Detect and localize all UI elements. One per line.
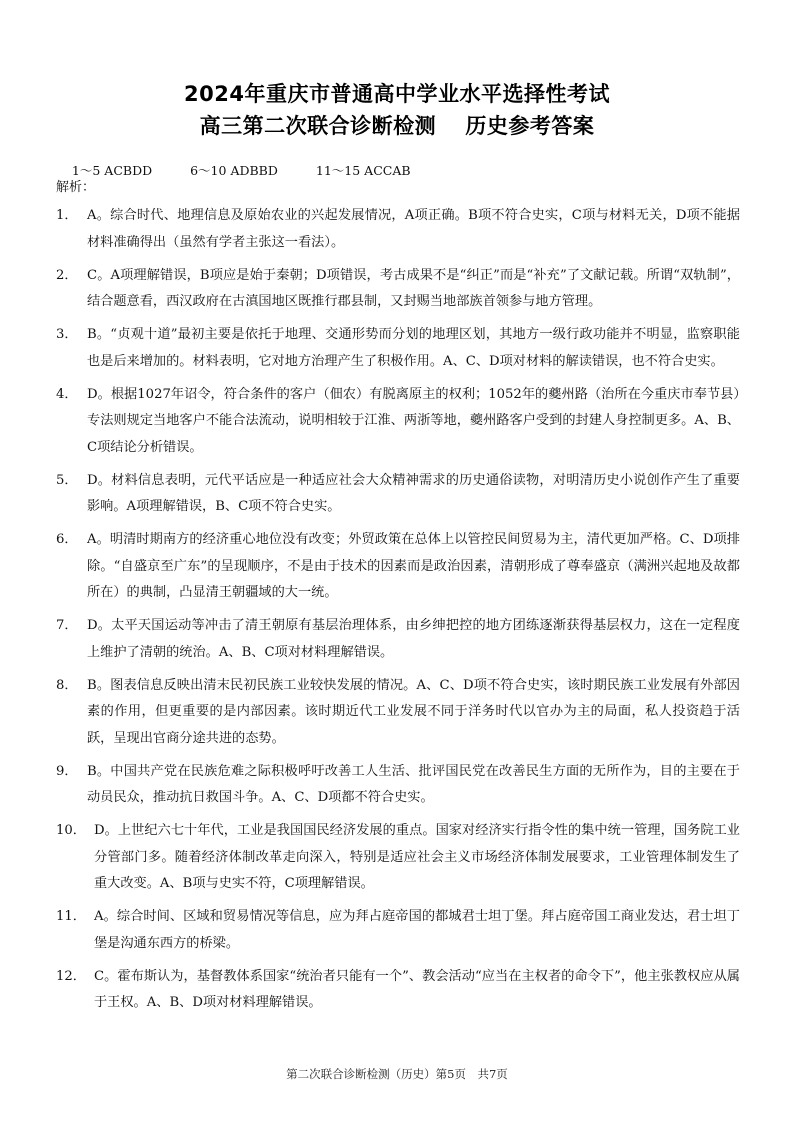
item-number: 10．: [56, 823, 86, 838]
answer-group: 11～15 ACCAB: [315, 163, 411, 178]
analysis-item: [56, 904, 740, 957]
analysis-item: [56, 964, 740, 1017]
item-text: D。根据1027年诏令，符合条件的客户（佃农）有脱离原主的权利；1052年的夔州路（治所在今重庆市奉节县）专法则规定当地客户不能合法流动，说明相较于江淮、两浙等地，夔州路客户受到的封建人身控制更多。A、B、C项结论分析错误。: [87, 386, 740, 455]
item-text: A。明清时期南方的经济重心地位没有改变；外贸政策在总体上以管控民间贸易为主，清代更加严格。C、D项排除。“自盛京至广东”的呈现顺序，不是由于技术的因素而是政治因素，清朝形成了尊奉盛京（满洲兴起地及故都所在）的典制，凸显清王朝疆域的大一统。: [87, 532, 740, 600]
item-text: B。图表信息反映出清末民初民族工业较快发展的情况。A、C、D项不符合史实，该时期民族工业发展有外部因素的作用，但更重要的是内部因素。该时期近代工业发展不同于洋务时代以官办为主的局面，私人投资趋于活跃，呈现出官商分途共进的态势。: [87, 677, 740, 746]
item-text: D。材料信息表明，元代平话应是一种适应社会大众精神需求的历史通俗读物，对明清历史小说创作产生了重要影响。A项理解错误，B、C项不符合史实。: [87, 472, 740, 514]
page-title: 2024年重庆市普通高中学业水平选择性考试: [184, 82, 610, 106]
item-text: B。“贞观十道”最初主要是依托于地理、交通形势而分划的地理区划，其地方一级行政功能并不明显，监察职能也是后来增加的。材料表明，它对地方治理产生了积极作用。A、C、D项对材料的解读错误，也不符合史实。: [87, 327, 740, 369]
item-number: 4．: [56, 386, 78, 402]
item-number: 1．: [56, 208, 78, 223]
item-text: C。霍布斯认为，基督教体系国家“统治者只能有一个”、教会活动“应当在主权者的命令下”，他主张教权应从属于王权。A、B、D项对材料理解错误。: [94, 968, 740, 1010]
item-number: 2．: [56, 267, 78, 283]
analysis-label: 解析：: [56, 180, 96, 195]
item-number: 6．: [56, 532, 78, 547]
item-number: 9．: [56, 763, 78, 779]
analysis-item: [56, 673, 740, 753]
item-text: A。综合时间、区域和贸易情况等信息，应为拜占庭帝国的都城君士坦丁堡。拜占庭帝国工商业发达，君士坦丁堡是沟通东西方的桥梁。: [94, 909, 740, 951]
item-text: B。中国共产党在民族危难之际积极呼吁改善工人生活、批评国民党在改善民生方面的无所作为，目的主要在于动员民众，推动抗日救国斗争。A、C、D项都不符合史实。: [87, 763, 740, 805]
analysis-item: [56, 203, 740, 256]
item-number: 3．: [56, 327, 78, 342]
answer-group: 6～10 ADBBD: [190, 163, 278, 178]
analysis-item: [56, 527, 740, 607]
analysis-item: [56, 759, 740, 812]
item-number: 12．: [56, 968, 86, 984]
analysis-item: [56, 382, 740, 462]
item-text: D。太平天国运动等冲击了清王朝原有基层治理体系，由乡绅把控的地方团练逐渐获得基层权力，这在一定程度上维护了清朝的统治。A、B、C项对材料理解错误。: [87, 618, 740, 660]
item-number: 11．: [56, 909, 86, 924]
analysis-item: [56, 468, 740, 521]
analysis-item: [56, 263, 740, 316]
item-text: C。A项理解错误，B项应是始于秦朝；D项错误，考古成果不是“纠正”而是“补充”了文献记载。所谓“双轨制”，结合题意看，西汉政府在古滇国地区既推行郡县制，又封赐当地部族首领参与地方管理。: [87, 267, 740, 309]
answer-key: [56, 146, 449, 194]
analysis-item: [56, 818, 740, 898]
item-number: 7．: [56, 618, 78, 633]
analysis-item: [56, 613, 740, 666]
analysis-list: [56, 203, 740, 1023]
page-footer: 第二次联合诊断检测（历史）第5页 共7页: [286, 1067, 508, 1081]
item-text: D。上世纪六七十年代，工业是我国国民经济发展的重点。国家对经济实行指令性的集中统一管理，国务院工业分管部门多。随着经济体制改革走向深入，特别是适应社会主义市场经济体制发展要求，工业管理体制发生了重大改变。A、B项与史实不符，C项理解错误。: [94, 823, 740, 891]
item-number: 8．: [56, 677, 78, 693]
analysis-item: [56, 322, 740, 375]
item-text: A。综合时代、地理信息及原始农业的兴起发展情况，A项正确。B项不符合史实，C项与材料无关，D项不能据材料准确得出（虽然有学者主张这一看法）。: [87, 208, 740, 250]
page-subtitle: 高三第二次联合诊断检测 历史参考答案: [199, 114, 595, 138]
item-number: 5．: [56, 472, 78, 488]
answer-group: 1～5 ACBDD: [71, 163, 153, 178]
